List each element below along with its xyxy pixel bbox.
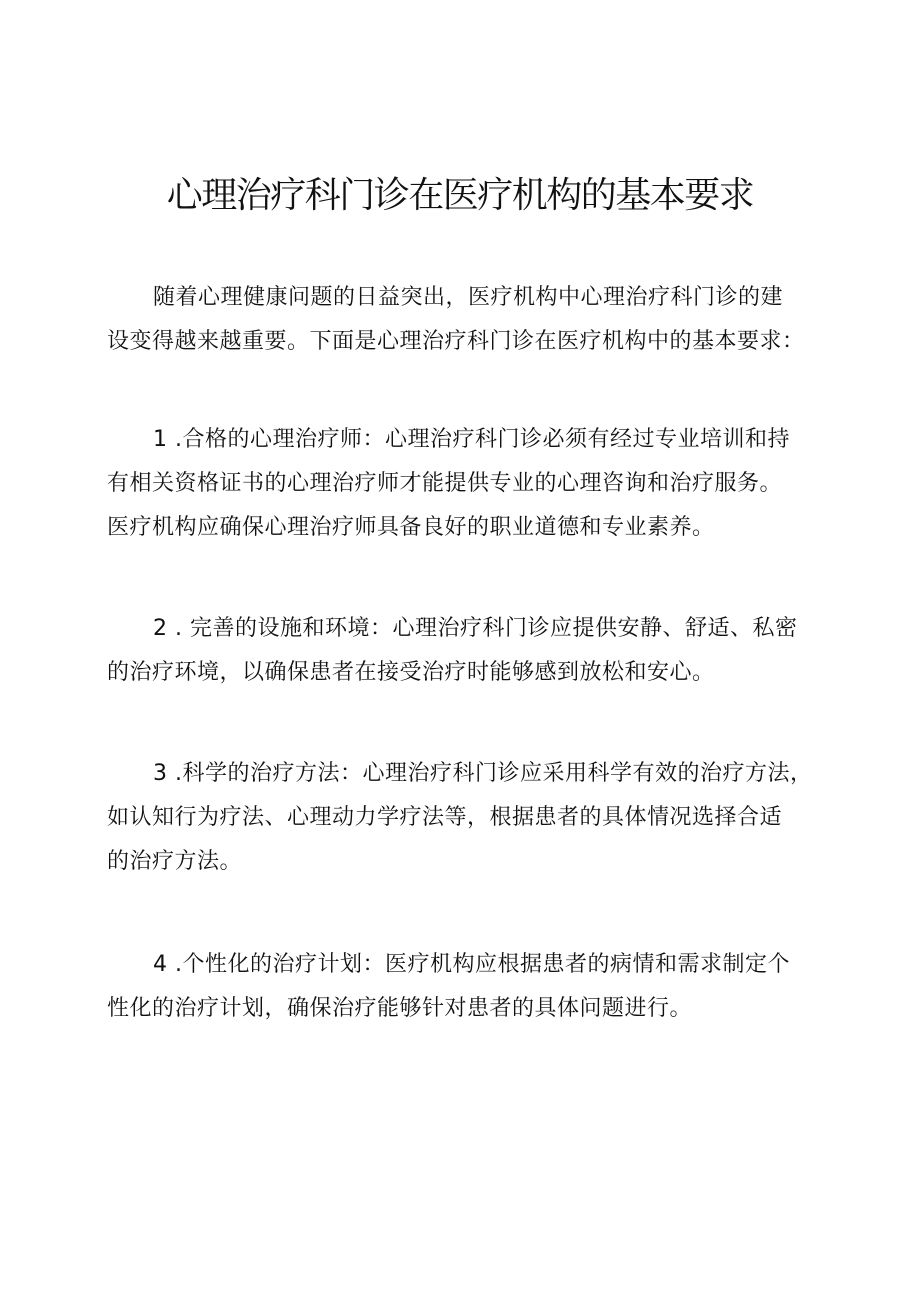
requirement-2-paragraph xyxy=(107,607,817,695)
paragraph-line: 2 . 完善的设施和环境：心理治疗科门诊应提供安静、舒适、私密 xyxy=(153,616,798,641)
intro-paragraph xyxy=(107,276,817,364)
paragraph-line: 性化的治疗计划，确保治疗能够针对患者的具体问题进行。 xyxy=(107,996,693,1021)
paragraph-line: 3 .科学的治疗方法：心理治疗科门诊应采用科学有效的治疗方法， xyxy=(153,761,813,786)
requirement-1-paragraph xyxy=(107,418,817,550)
document-title: 心理治疗科门诊在医疗机构的基本要求 xyxy=(166,175,754,216)
requirement-3-paragraph xyxy=(107,752,817,884)
requirement-4-paragraph xyxy=(107,943,817,1031)
paragraph-line: 有相关资格证书的心理治疗师才能提供专业的心理咨询和治疗服务。 xyxy=(107,471,783,496)
paragraph-line: 随着心理健康问题的日益突出，医疗机构中心理治疗科门诊的建 xyxy=(153,285,784,310)
paragraph-line: 的治疗方法。 xyxy=(107,849,243,874)
paragraph-line: 4 .个性化的治疗计划：医疗机构应根据患者的病情和需求制定个 xyxy=(153,952,790,977)
paragraph-line: 如认知行为疗法、心理动力学疗法等，根据患者的具体情况选择合适 xyxy=(107,805,783,830)
paragraph-line: 1 .合格的心理治疗师：心理治疗科门诊必须有经过专业培训和持 xyxy=(153,427,790,452)
paragraph-line: 医疗机构应确保心理治疗师具备良好的职业道德和专业素养。 xyxy=(107,515,715,540)
paragraph-line: 的治疗环境，以确保患者在接受治疗时能够感到放松和安心。 xyxy=(107,660,715,685)
paragraph-line: 设变得越来越重要。下面是心理治疗科门诊在医疗机构中的基本要求： xyxy=(107,329,805,354)
